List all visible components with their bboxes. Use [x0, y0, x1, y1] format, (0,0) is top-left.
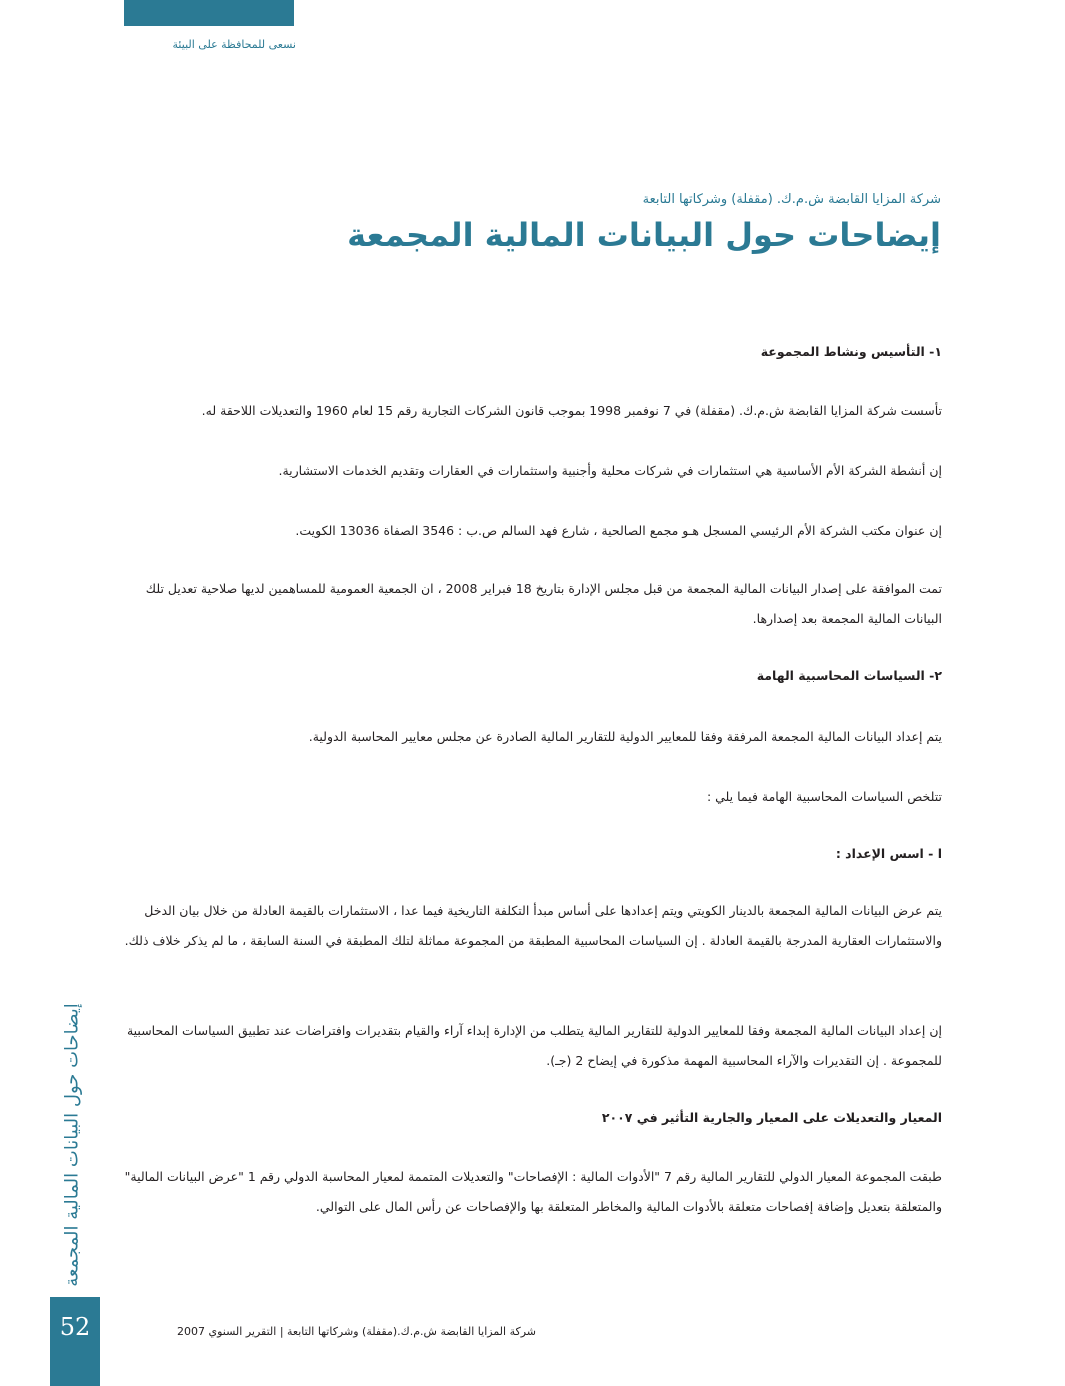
header-color-bar — [124, 0, 294, 26]
section-3-heading: المعيار والتعديلات على المعيار والجارية التأثير في ٢٠٠٧ — [601, 1110, 942, 1125]
company-subtitle: شركة المزايا القابضة ش.م.ك. (مقفلة) وشركاتها التابعة — [642, 192, 941, 207]
section-2-paragraph-2: تتلخص السياسات المحاسبية الهامة فيما يلي : — [706, 789, 942, 804]
side-vertical-title — [56, 1000, 88, 1290]
section-1-paragraph-4: تمت الموافقة على إصدار البيانات المالية المجمعة من قبل مجلس الإدارة بتاريخ 18 فبراير 2008 ، ان الجمعية العمومية للمساهمين لديها صلاحية تعديل تلك البيانات المالية المجمعة بعد إصدارها. — [145, 581, 942, 626]
page-title: إيضاحات حول البيانات المالية المجمعة — [347, 216, 941, 254]
section-1-heading: ١- التأسيس ونشاط المجموعة — [760, 344, 942, 359]
subsection-heading-basis: ا - اسس الإعداد : — [835, 846, 942, 861]
section-1-paragraph-2: إن أنشطة الشركة الأم الأساسية هي استثمارات في شركات محلية وأجنبية واستثمارات في العقارات وتقديم الخدمات الاستشارية. — [278, 463, 942, 478]
side-vertical-title-text: إيضاحات حول البيانات المالية المجمعة — [61, 1003, 83, 1287]
section-2-paragraph-4: إن إعداد البيانات المالية المجمعة وفقا للمعايير الدولية للتقارير المالية يتطلب من الإدارة إبداء آراء والقيام بتقديرات وافتراضات عند تطبيق السياسات المحاسبية للمجموعة . إن التقديرات والآراء المحاسبية المهمة مذكورة في إيضاح 2 (جـ). — [126, 1023, 942, 1068]
section-3-paragraph-1: طبقت المجموعة المعيار الدولي للتقارير المالية رقم 7 "الأدوات المالية : الإفصاحات" والتعديلات المتممة لمعيار المحاسبة الدولي رقم 1 "عرض البيانات المالية" والمتعلقة بتعديل وإضافة إفصاحات متعلقة بالأدوات المالية والمخاطر المتعلقة بها والإفصاحات عن رأس المال على التوالي. — [124, 1169, 942, 1214]
tagline: نسعى للمحافظة على البيئة — [172, 38, 296, 51]
section-2-paragraph-3: يتم عرض البيانات المالية المجمعة بالدينار الكويتي ويتم إعدادها على أساس مبدأ التكلفة التاريخية فيما عدا ، الاستثمارات بالقيمة العادلة من خلال بيان الدخل والاستثمارات العقارية المدرجة بالقيمة العادلة . إن السياسات المحاسبية المطبقة من المجموعة مماثلة لتلك المطبقة في السنة السابقة ، ما لم يذكر خلاف ذلك. — [124, 903, 942, 948]
section-2-paragraph-1: يتم إعداد البيانات المالية المجمعة المرفقة وفقا للمعايير الدولية للتقارير المالية الصادرة عن مجلس معايير المحاسبة الدولية. — [308, 729, 942, 744]
page-number: 52 — [50, 1297, 100, 1386]
section-1-paragraph-3: إن عنوان مكتب الشركة الأم الرئيسي المسجل هـو مجمع الصالحية ، شارع فهد السالم ص.ب : 3546 الصفاة 13036 الكويت. — [295, 523, 942, 538]
section-1-paragraph-1: تأسست شركة المزايا القابضة ش.م.ك. (مقفلة) في 7 نوفمبر 1998 بموجب قانون الشركات التجارية رقم 15 لعام 1960 والتعديلات اللاحقة له. — [201, 403, 942, 418]
footer-text: شركة المزايا القابضة ش.م.ك.(مقفلة) وشركاتها التابعة | التقرير السنوي 2007 — [177, 1325, 536, 1338]
section-2-heading: ٢- السياسات المحاسبية الهامة — [756, 668, 942, 683]
